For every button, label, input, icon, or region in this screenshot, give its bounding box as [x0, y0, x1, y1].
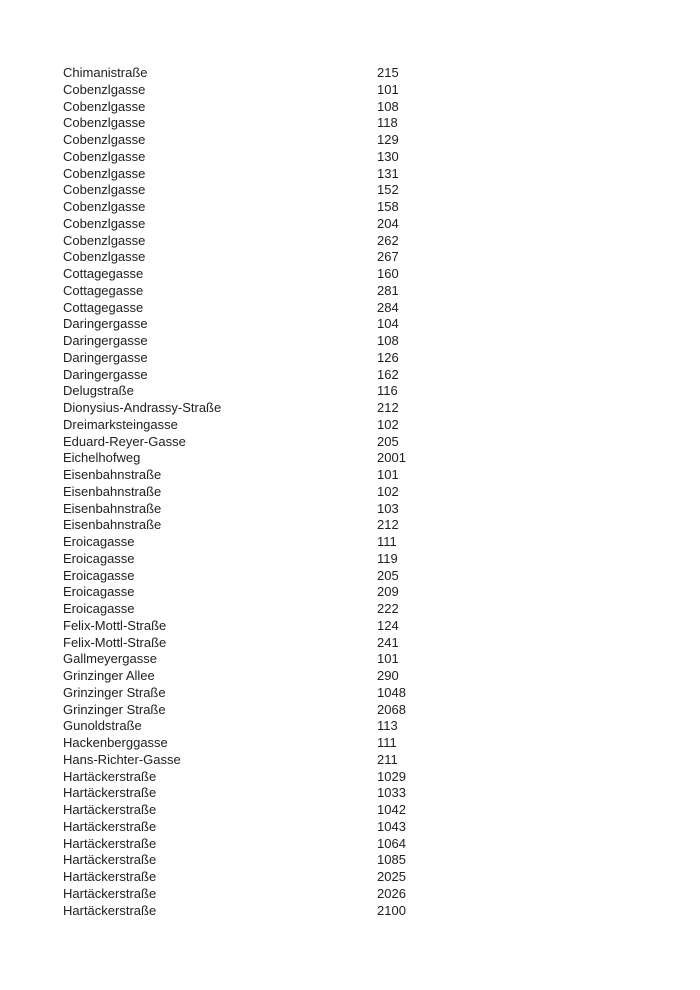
- street-name-cell: Hartäckerstraße: [63, 902, 157, 918]
- street-value-cell: 209: [377, 584, 399, 600]
- street-name-cell: Daringergasse: [63, 366, 148, 382]
- table-row: [63, 501, 700, 518]
- street-value-cell: 222: [377, 601, 399, 616]
- table-row: [63, 216, 700, 233]
- table-row: [63, 82, 700, 99]
- table-row: [63, 836, 700, 853]
- street-name-cell: Hartäckerstraße: [63, 852, 157, 868]
- table-row: [63, 417, 700, 434]
- street-value-cell: 108: [377, 333, 399, 348]
- table-row: [63, 266, 700, 283]
- street-name-cell: Cobenzlgasse: [63, 215, 146, 231]
- table-row: [63, 601, 700, 618]
- street-value-cell: 108: [377, 98, 399, 114]
- table-row: [63, 367, 700, 384]
- street-value-cell: 205: [377, 433, 399, 449]
- street-value-cell: 101: [377, 651, 399, 667]
- street-name-cell: Felix-Mottl-Straße: [63, 634, 167, 650]
- street-value-cell: 102: [377, 416, 399, 432]
- street-value-cell: 267: [377, 249, 399, 265]
- street-name-cell: Hartäckerstraße: [63, 768, 157, 784]
- street-name-cell: Hartäckerstraße: [63, 802, 157, 817]
- street-name-cell: Grinzinger Straße: [63, 701, 166, 717]
- table-row: [63, 450, 700, 467]
- street-name-cell: Hans-Richter-Gasse: [63, 751, 181, 767]
- street-name-cell: Daringergasse: [63, 316, 148, 332]
- table-row: [63, 802, 700, 819]
- table-row: [63, 685, 700, 702]
- street-value-cell: 119: [377, 550, 398, 566]
- street-value-cell: 2026: [377, 885, 406, 901]
- street-name-cell: Cottagegasse: [63, 266, 144, 281]
- street-name-cell: Cobenzlgasse: [63, 232, 146, 248]
- street-name-cell: Hartäckerstraße: [63, 818, 157, 834]
- street-name-cell: Cobenzlgasse: [63, 199, 146, 214]
- street-value-cell: 2025: [377, 869, 406, 884]
- street-name-cell: Cobenzlgasse: [63, 81, 146, 97]
- street-value-cell: 160: [377, 266, 399, 281]
- street-value-cell: 104: [377, 316, 399, 332]
- street-name-cell: Eisenbahnstraße: [63, 500, 162, 516]
- street-value-cell: 212: [377, 517, 399, 533]
- street-name-cell: Cobenzlgasse: [63, 132, 146, 147]
- street-name-cell: Hackenberggasse: [63, 735, 168, 750]
- street-value-cell: 2068: [377, 701, 406, 717]
- street-value-cell: 212: [377, 400, 399, 415]
- street-value-cell: 204: [377, 215, 399, 231]
- table-row: [63, 651, 700, 668]
- street-name-cell: Cottagegasse: [63, 299, 144, 315]
- table-row: [63, 166, 700, 183]
- table-row: [63, 635, 700, 652]
- table-row: [63, 752, 700, 769]
- table-row: [63, 65, 700, 82]
- street-name-cell: Eroicagasse: [63, 567, 135, 583]
- street-value-cell: 2100: [377, 902, 406, 918]
- street-value-cell: 131: [377, 165, 399, 181]
- street-value-cell: 124: [377, 617, 399, 633]
- table-row: [63, 115, 700, 132]
- street-name-cell: Hartäckerstraße: [63, 869, 157, 884]
- table-row: [63, 467, 700, 484]
- table-row: [63, 903, 700, 920]
- street-name-cell: Hartäckerstraße: [63, 885, 157, 901]
- table-row: [63, 300, 700, 317]
- table-row: [63, 350, 700, 367]
- table-row: [63, 886, 700, 903]
- street-name-cell: Hartäckerstraße: [63, 835, 157, 851]
- street-value-cell: 211: [377, 751, 398, 767]
- street-value-cell: 1048: [377, 684, 406, 700]
- street-value-cell: 116: [377, 383, 398, 399]
- street-name-cell: Cobenzlgasse: [63, 182, 146, 198]
- street-name-cell: Cobenzlgasse: [63, 148, 146, 164]
- table-row: [63, 718, 700, 735]
- street-name-cell: Daringergasse: [63, 333, 148, 348]
- street-value-cell: 1064: [377, 835, 406, 851]
- table-row: [63, 316, 700, 333]
- table-row: [63, 852, 700, 869]
- table-row: [63, 517, 700, 534]
- table-row: [63, 769, 700, 786]
- table-row: [63, 534, 700, 551]
- street-name-cell: Eisenbahnstraße: [63, 483, 162, 499]
- street-name-cell: Eroicagasse: [63, 534, 135, 549]
- street-value-cell: 111: [377, 534, 397, 549]
- street-name-cell: Delugstraße: [63, 383, 134, 399]
- street-value-cell: 102: [377, 483, 399, 499]
- street-value-cell: 113: [377, 718, 398, 734]
- street-name-cell: Eroicagasse: [63, 584, 135, 600]
- street-value-cell: 1042: [377, 802, 406, 817]
- street-value-cell: 290: [377, 668, 399, 683]
- street-name-cell: Hartäckerstraße: [63, 785, 157, 801]
- street-value-cell: 284: [377, 299, 399, 315]
- table-row: [63, 283, 700, 300]
- table-row: [63, 249, 700, 266]
- street-value-cell: 129: [377, 132, 399, 147]
- street-name-cell: Eisenbahnstraße: [63, 517, 162, 533]
- table-row: [63, 199, 700, 216]
- street-name-cell: Eisenbahnstraße: [63, 467, 162, 482]
- street-value-cell: 111: [377, 735, 397, 750]
- street-value-cell: 103: [377, 500, 399, 516]
- street-name-cell: Cobenzlgasse: [63, 115, 146, 131]
- street-value-cell: 281: [377, 282, 399, 298]
- street-name-cell: Grinzinger Allee: [63, 668, 155, 683]
- street-value-cell: 118: [377, 115, 398, 131]
- table-row: [63, 383, 700, 400]
- street-name-cell: Felix-Mottl-Straße: [63, 617, 167, 633]
- street-value-cell: 162: [377, 366, 399, 382]
- street-value-cell: 130: [377, 148, 399, 164]
- table-row: [63, 551, 700, 568]
- street-name-cell: Eroicagasse: [63, 601, 135, 616]
- table-row: [63, 869, 700, 886]
- street-value-cell: 1085: [377, 852, 406, 868]
- street-value-cell: 241: [377, 634, 399, 650]
- table-row: [63, 182, 700, 199]
- street-name-cell: Grinzinger Straße: [63, 684, 166, 700]
- table-row: [63, 484, 700, 501]
- street-value-cell: 1033: [377, 785, 406, 801]
- street-name-cell: Eduard-Reyer-Gasse: [63, 433, 186, 449]
- street-value-cell: 262: [377, 232, 399, 248]
- street-list: [63, 65, 700, 919]
- street-name-cell: Chimanistraße: [63, 65, 148, 80]
- table-row: [63, 584, 700, 601]
- street-value-cell: 152: [377, 182, 399, 198]
- street-name-cell: Daringergasse: [63, 349, 148, 365]
- street-name-cell: Cobenzlgasse: [63, 165, 146, 181]
- street-name-cell: Eichelhofweg: [63, 450, 141, 466]
- street-value-cell: 215: [377, 65, 399, 80]
- table-row: [63, 149, 700, 166]
- street-name-cell: Cobenzlgasse: [63, 249, 146, 265]
- table-row: [63, 434, 700, 451]
- table-row: [63, 333, 700, 350]
- street-name-cell: Dionysius-Andrassy-Straße: [63, 400, 222, 415]
- street-value-cell: 126: [377, 349, 399, 365]
- table-row: [63, 668, 700, 685]
- street-value-cell: 1029: [377, 768, 406, 784]
- table-row: [63, 400, 700, 417]
- street-name-cell: Gunoldstraße: [63, 718, 142, 734]
- table-row: [63, 702, 700, 719]
- street-value-cell: 158: [377, 199, 399, 214]
- street-value-cell: 101: [377, 467, 399, 482]
- street-name-cell: Cobenzlgasse: [63, 98, 146, 114]
- table-row: [63, 735, 700, 752]
- street-name-cell: Gallmeyergasse: [63, 651, 157, 667]
- street-name-cell: Eroicagasse: [63, 550, 135, 566]
- street-name-cell: Cottagegasse: [63, 282, 144, 298]
- street-value-cell: 2001: [377, 450, 406, 466]
- street-value-cell: 101: [377, 81, 399, 97]
- table-row: [63, 785, 700, 802]
- street-value-cell: 205: [377, 567, 399, 583]
- table-row: [63, 132, 700, 149]
- table-row: [63, 819, 700, 836]
- table-row: [63, 233, 700, 250]
- street-name-cell: Dreimarksteingasse: [63, 416, 178, 432]
- table-row: [63, 568, 700, 585]
- street-value-cell: 1043: [377, 818, 406, 834]
- table-row: [63, 99, 700, 116]
- table-row: [63, 618, 700, 635]
